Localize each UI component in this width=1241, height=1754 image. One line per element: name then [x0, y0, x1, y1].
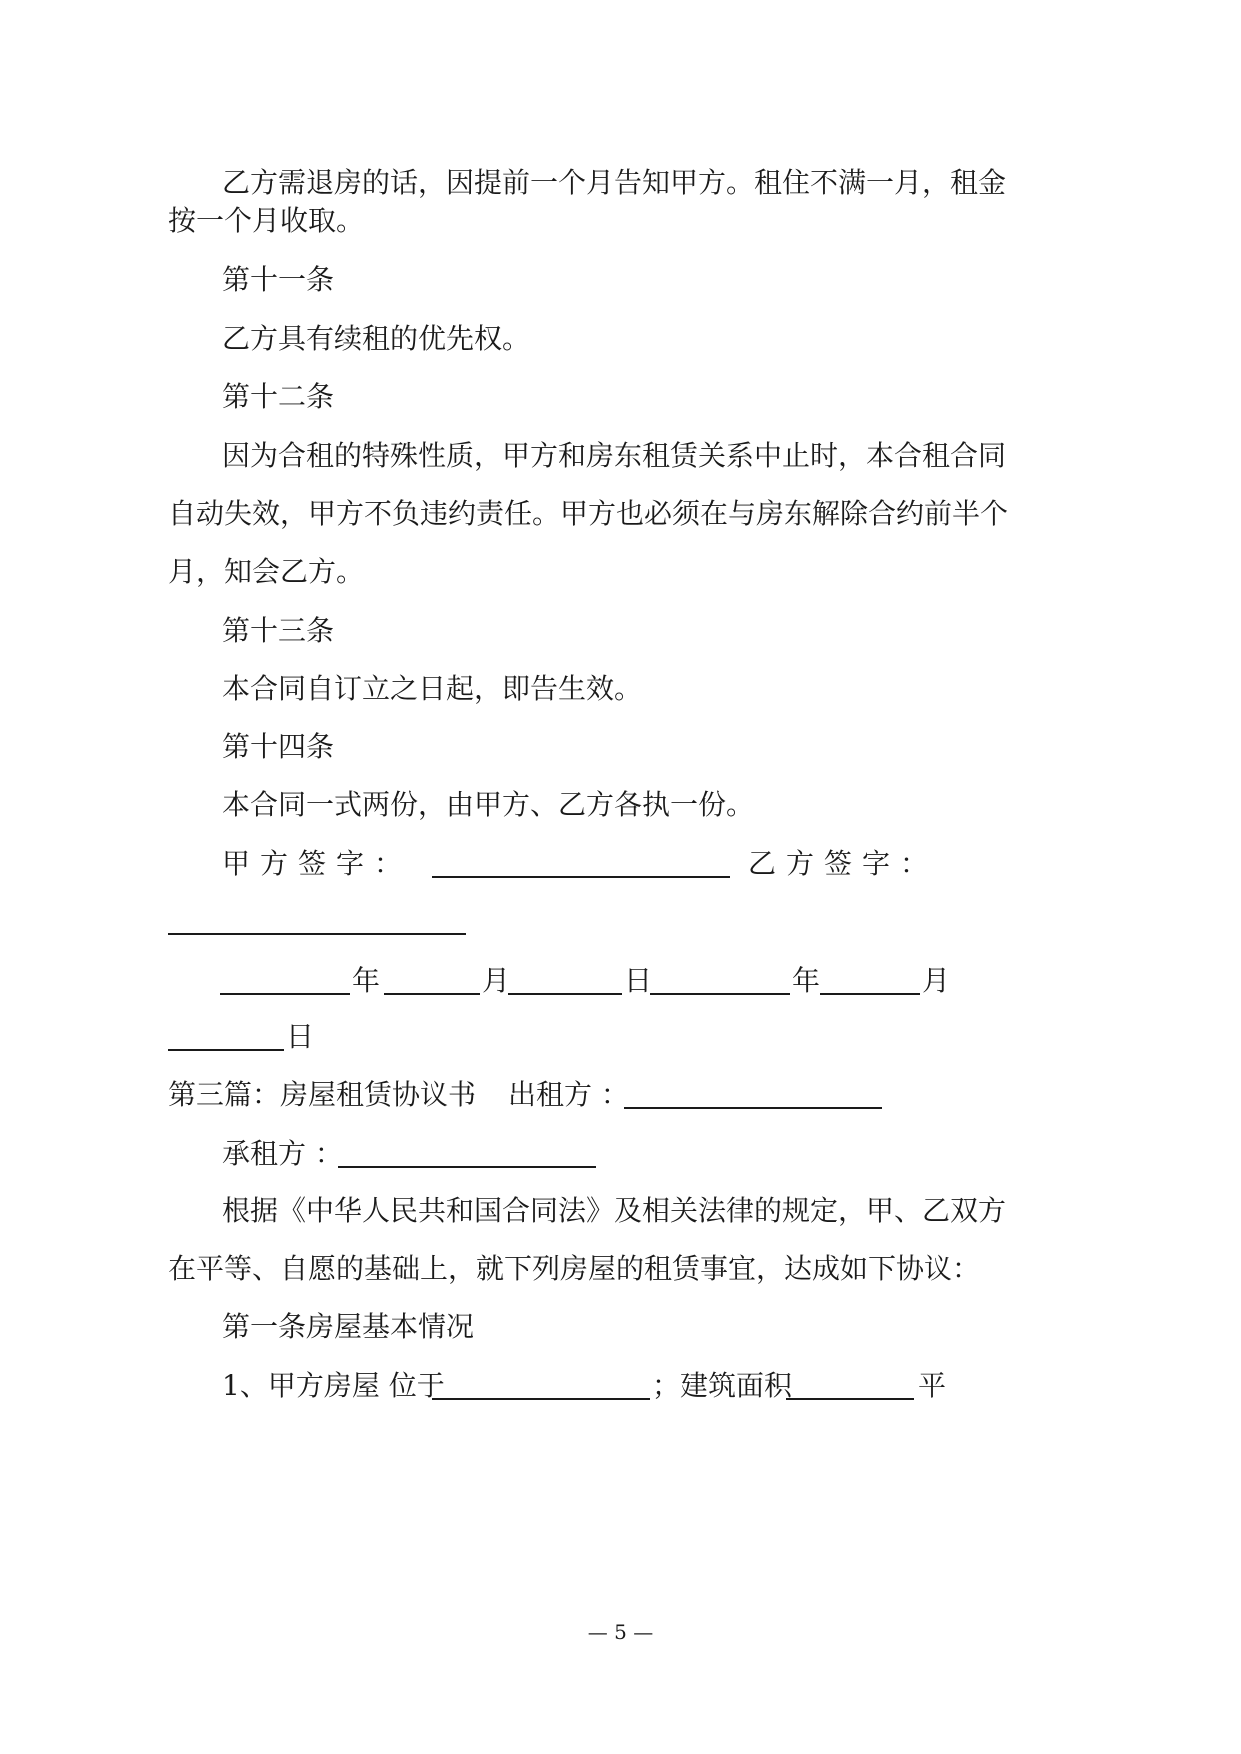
lessee-row	[0, 1134, 1241, 1174]
article-heading: 第十一条	[222, 263, 335, 296]
signature-row	[0, 844, 1241, 884]
party-a-month-field[interactable]	[384, 963, 480, 995]
date-row-continued	[0, 1017, 1241, 1057]
month-label: 月	[922, 964, 951, 997]
party-b-signature-field[interactable]	[168, 903, 466, 935]
part3-title: 第三篇：房屋租赁协议书	[168, 1078, 477, 1111]
party-b-year-field[interactable]	[650, 963, 790, 995]
lessee-field[interactable]	[338, 1136, 596, 1168]
area-label: ；建筑面积	[652, 1369, 793, 1402]
paragraph-line: 本合同一式两份，由甲方、乙方各执一份。	[222, 788, 755, 821]
lessee-label: 承租方 ：	[222, 1137, 343, 1170]
item1-row	[0, 1366, 1241, 1406]
party-a-signature-field[interactable]	[432, 846, 730, 878]
article-heading: 第十二条	[222, 380, 335, 413]
party-a-day-field[interactable]	[508, 963, 622, 995]
item1-location-label: 1、甲方房屋 位于	[222, 1369, 445, 1402]
article-heading: 第一条房屋基本情况	[222, 1310, 475, 1343]
article-heading: 第十四条	[222, 730, 335, 763]
party-b-day-field[interactable]	[168, 1019, 284, 1051]
party-b-month-field[interactable]	[820, 963, 920, 995]
paragraph-line: 乙方需退房的话，因提前一个月告知甲方。租住不满一月，租金	[222, 166, 1007, 199]
date-row	[0, 961, 1241, 1001]
month-label: 月	[482, 964, 511, 997]
paragraph-line: 乙方具有续租的优先权。	[222, 322, 531, 355]
paragraph-line: 月，知会乙方。	[168, 555, 365, 588]
party-b-signature-label: 乙 方 签 字 ：	[748, 847, 928, 880]
area-unit: 平	[918, 1369, 947, 1402]
lessor-label: 出租方 ：	[508, 1078, 629, 1111]
party-a-signature-label: 甲 方 签 字 ：	[222, 847, 402, 880]
article-heading: 第十三条	[222, 614, 335, 647]
paragraph-line: 本合同自订立之日起，即告生效。	[222, 672, 643, 705]
lessor-field[interactable]	[624, 1077, 882, 1109]
area-field[interactable]	[786, 1368, 914, 1400]
paragraph-line: 因为合租的特殊性质，甲方和房东租赁关系中止时，本合租合同	[222, 439, 1007, 472]
year-label: 年	[792, 964, 821, 997]
location-field[interactable]	[432, 1368, 650, 1400]
signature-row-continued	[0, 901, 1241, 941]
year-label: 年	[352, 964, 381, 997]
paragraph-line: 按一个月收取。	[168, 204, 365, 237]
day-label: 日	[624, 964, 653, 997]
day-label: 日	[286, 1020, 315, 1053]
part3-title-row	[0, 1075, 1241, 1115]
paragraph-line: 自动失效，甲方不负违约责任。甲方也必须在与房东解除合约前半个	[168, 497, 1009, 530]
paragraph-line: 根据《中华人民共和国合同法》及相关法律的规定，甲、乙双方	[222, 1194, 1007, 1227]
paragraph-line: 在平等、自愿的基础上，就下列房屋的租赁事宜，达成如下协议：	[168, 1252, 981, 1285]
party-a-year-field[interactable]	[220, 963, 350, 995]
page-number: — 5 —	[587, 1620, 654, 1644]
